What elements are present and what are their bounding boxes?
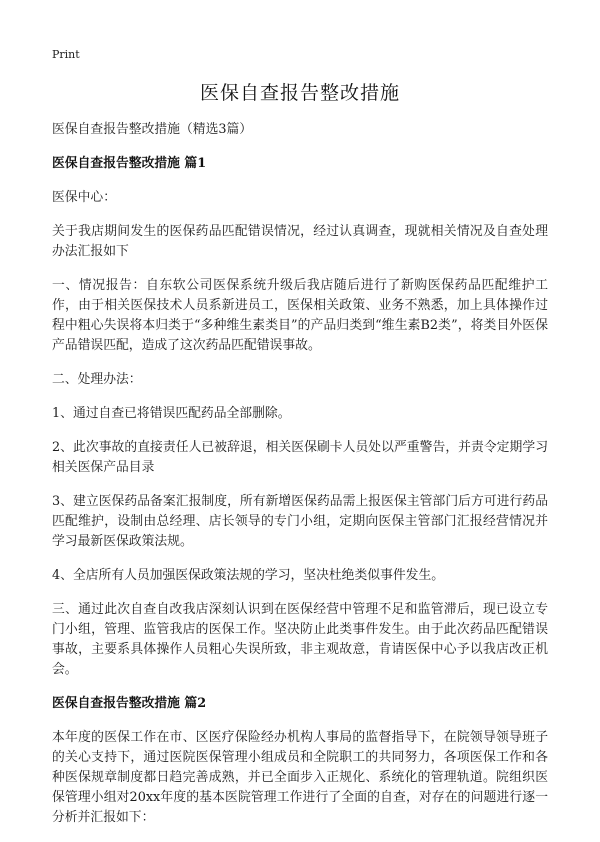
section-heading-2: 医保自查报告整改措施 篇2: [52, 696, 207, 711]
subtitle: 医保自查报告整改措施（精选3篇）: [52, 122, 253, 137]
paragraph: 2、此次事故的直接责任人已被辞退，相关医保刷卡人员处以严重警告，并责令定期学习相关医保产品目录: [52, 440, 548, 475]
paragraph: 关于我店期间发生的医保药品匹配错误情况，经过认真调查，现就相关情况及自查处理办法汇报如下: [52, 224, 548, 259]
page-title: 医保自查报告整改措施: [199, 82, 400, 104]
paragraph: 1、通过自查已将错误匹配药品全部删除。: [52, 406, 291, 421]
paragraph: 本年度的医保工作在市、区医疗保险经办机构人事局的监督指导下，在院领导领导班子的关心支持下，通过医院医保管理小组成员和全院职工的共同努力，各项医保工作和各种医保规章制度都日趋完善成熟，并已全面步入正规化、系统化的管理轨道。院组织医保管理小组对20xx年度的基本医院管理工作进行了全面的自查，对存在的问题进行逐一分析并汇报如下：: [52, 730, 548, 825]
print-label[interactable]: Print: [52, 48, 80, 61]
paragraph: 医保中心：: [52, 190, 116, 205]
paragraph: 二、处理办法：: [52, 372, 142, 387]
document-body: [52, 120, 548, 842]
paragraph: 一、情况报告：自东软公司医保系统升级后我店随后进行了新购医保药品匹配维护工作，由于相关医保技术人员系新进员工，医保相关政策、业务不熟悉，加上具体操作过程中粗心失误将本归类于“多种维生素类目”的产品归类到“维生素B2类”，将类目外医保产品错误匹配，造成了这次药品匹配错误事故。: [52, 278, 548, 353]
section-heading-1: 医保自查报告整改措施 篇1: [52, 156, 207, 171]
paragraph: 4、全店所有人员加强医保政策法规的学习，坚决杜绝类似事件发生。: [52, 568, 445, 583]
paragraph: 3、建立医保药品备案汇报制度，所有新增医保药品需上报医保主管部门后方可进行药品匹配维护，设制由总经理、店长领导的专门小组，定期向医保主管部门汇报经营情况并学习最新医保政策法规。: [52, 494, 548, 549]
paragraph: 三、通过此次自查自改我店深刻认识到在医保经营中管理不足和监管滞后，现已设立专门小组，管理、监管我店的医保工作。坚决防止此类事件发生。由于此次药品匹配错误事故，主要系具体操作人员粗心失误所致，非主观故意，肯请医保中心予以我店改正机会。: [52, 602, 548, 677]
